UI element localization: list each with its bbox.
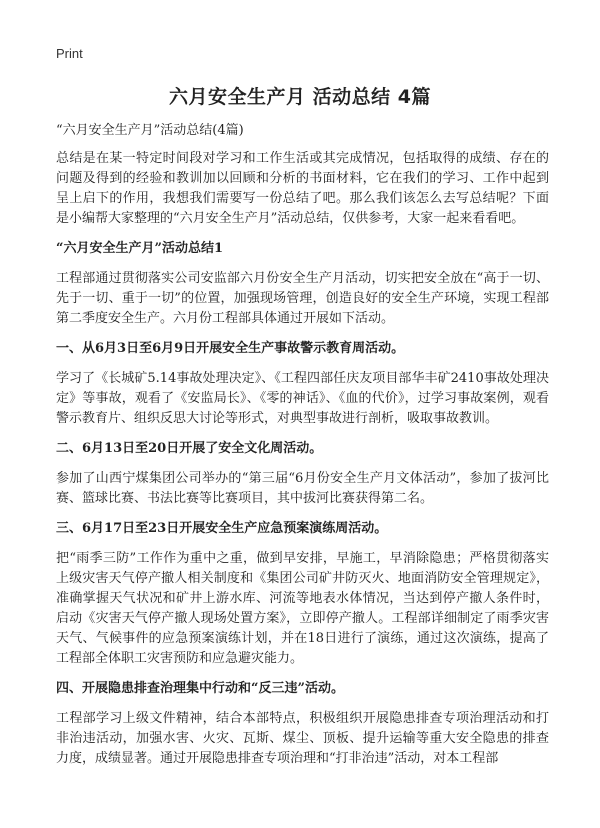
section-3-body: 把“雨季三防”工作作为重中之重，做到早安排，早施工，早消除隐患；严格贯彻落实上级灾害天气停产撤人相关制度和《集团公司矿井防灭火、地面消防安全管理规定》，准确掌握天气状况和矿井上游水库、河流等地表水体情况，当达到停产撤人条件时，启动《灾害天气停产撤人现场处置方案》，立即停产撤人。工程部详细制定了雨季灾害天气、气候事件的应急预案演练计划，并在18日进行了演练，通过这次演练，提高了工程部全体职工灾害预防和应急避灾能力。 — [56, 551, 549, 666]
section-4-body: 工程部学习上级文件精神，结合本部特点，积极组织开展隐患排查专项治理活动和打非治违活动，加强水害、火灾、瓦斯、煤尘、顶板、提升运输等重大安全隐患的排查力度，成绩显著。通过开展隐患排查专项治理和“打非治违”活动，对本工程部 — [56, 711, 549, 766]
section-2-heading: 二、6月13日至20日开展了安全文化周活动。 — [56, 441, 323, 456]
section-1-body: 学习了《长城矿5.14事故处理决定》、《工程四部任庆友项目部华丰矿2410事故处理决定》等事故，观看了《安监局长》、《零的神话》、《血的代价》，过学习事故案例，观看警示教育片、组织反思大讨论等形式，对典型事故进行剖析，吸取事故教训。 — [56, 371, 549, 426]
section-2-body: 参加了山西宁煤集团公司举办的“第三届“6月份安全生产月文体活动”，参加了拔河比赛、篮球比赛、书法比赛等比赛项目，其中拔河比赛获得第二名。 — [56, 471, 549, 506]
section-4-heading: 四、开展隐患排查治理集中行动和“反三违”活动。 — [56, 681, 344, 696]
intro-paragraph: 总结是在某一特定时间段对学习和工作生活或其完成情况，包括取得的成绩、存在的问题及得到的经验和教训加以回顾和分析的书面材料，它在我们的学习、工作中起到呈上启下的作用，我想我们需要写一份总结了吧。那么我们该怎么去写总结呢？下面是小编帮大家整理的“六月安全生产月”活动总结，仅供参考，大家一起来看看吧。 — [56, 151, 549, 226]
print-link[interactable]: Print — [56, 46, 83, 61]
section-3-heading: 三、6月17日至23日开展安全生产应急预案演练周活动。 — [56, 521, 388, 536]
part1-intro-paragraph: 工程部通过贯彻落实公司安监部六月份安全生产月活动，切实把安全放在“高于一切、先于一切、重于一切”的位置，加强现场管理，创造良好的安全生产环境，实现工程部第二季度安全生产。六月份工程部具体通过开展如下活动。 — [56, 271, 549, 326]
article-body — [56, 122, 549, 779]
section-1-heading: 一、从6月3日至6月9日开展安全生产事故警示教育周活动。 — [56, 341, 405, 356]
part1-heading: “六月安全生产月”活动总结1 — [56, 241, 224, 256]
article-subtitle: “六月安全生产月”活动总结(4篇) — [56, 123, 244, 138]
page-title: 六月安全生产月 活动总结 4篇 — [169, 86, 431, 108]
